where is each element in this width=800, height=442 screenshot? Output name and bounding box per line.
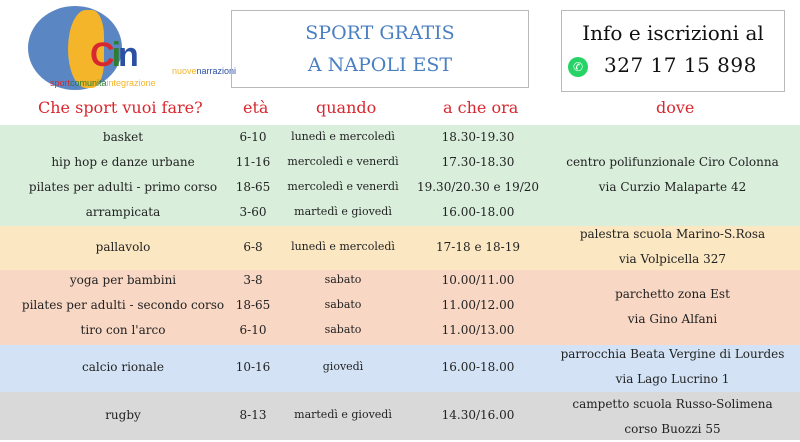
info-title: Info e iscrizioni al [582, 21, 764, 45]
cell-ora: 19.30/20.30 e 19/20 [416, 180, 540, 194]
cell-quando: mercoledì e venerdì [287, 180, 399, 193]
place-line: centro polifunzionale Ciro Colonna [566, 155, 779, 169]
logo-tag-nuove: nuove [172, 66, 197, 76]
place-line: corso Buozzi 55 [624, 422, 721, 436]
cell-sport: calcio rionale [82, 360, 164, 374]
cell-eta: 6-10 [239, 130, 267, 144]
logo-sub-integrazione: integrazione [106, 78, 156, 88]
cell-eta: 6-8 [243, 240, 263, 254]
cell-sport: arrampicata [85, 205, 161, 219]
cell-sport: pilates per adulti - primo corso [28, 180, 218, 194]
place-line: via Lago Lucrino 1 [615, 372, 730, 386]
cell-dove [545, 222, 800, 272]
logo-letters [90, 36, 136, 75]
cell-sport: basket [102, 130, 144, 144]
cell-eta: 3-8 [243, 273, 263, 287]
cell-eta: 8-13 [239, 408, 267, 422]
cell-eta: 6-10 [239, 323, 267, 337]
cell-quando: sabato [324, 273, 362, 286]
logo-sub-comunita: comunità [70, 78, 107, 88]
cell-ora: 16.00-18.00 [441, 205, 515, 219]
phone-number[interactable]: 327 17 15 898 [604, 53, 757, 77]
header-ora: a che ora [443, 98, 519, 117]
cell-ora: 18.30-19.30 [441, 130, 515, 144]
cell-dove [545, 342, 800, 392]
logo-letter-c: C [90, 36, 112, 74]
cell-quando: lunedì e mercoledì [291, 240, 395, 253]
cell-dove [545, 282, 800, 332]
place-line: campetto scuola Russo-Solimena [572, 397, 773, 411]
cell-ora: 17-18 e 18-19 [436, 240, 520, 254]
cell-quando: martedì e giovedì [294, 408, 392, 421]
cell-eta: 11-16 [235, 155, 271, 169]
logo-tag-narrazioni: narrazioni [196, 66, 237, 76]
cell-dove [545, 150, 800, 200]
cell-eta: 3-60 [239, 205, 267, 219]
cell-ora: 11.00/13.00 [441, 323, 515, 337]
cell-quando: lunedì e mercoledì [291, 130, 395, 143]
info-box [561, 10, 785, 92]
header-sport: Che sport vuoi fare? [38, 98, 203, 117]
title-box [231, 10, 529, 88]
logo-subtitle [50, 78, 156, 88]
cell-sport: hip hop e danze urbane [51, 155, 195, 169]
cell-dove [545, 392, 800, 442]
cell-ora: 11.00/12.00 [441, 298, 515, 312]
place-line: via Volpicella 327 [618, 252, 727, 266]
cell-ora: 16.00-18.00 [441, 360, 515, 374]
title-line-2: A NAPOLI EST [307, 54, 453, 76]
cell-ora: 10.00/11.00 [441, 273, 515, 287]
header-quando: quando [316, 98, 377, 117]
logo-tagline [172, 66, 236, 76]
place-line: parrocchia Beata Vergine di Lourdes [560, 347, 785, 361]
logo-letter-i: i [111, 36, 119, 74]
place-line: parchetto zona Est [615, 287, 730, 301]
whatsapp-icon: ✆ [568, 57, 588, 77]
cell-sport: pallavolo [95, 240, 151, 254]
title-line-1: SPORT GRATIS [305, 22, 455, 44]
cell-sport: pilates per adulti - secondo corso [21, 298, 225, 312]
cell-quando: giovedì [322, 360, 364, 373]
logo-letter-n: n [118, 36, 136, 74]
logo-sub-sport: sport [50, 78, 71, 88]
cell-sport: tiro con l'arco [80, 323, 166, 337]
cell-ora: 17.30-18.30 [441, 155, 515, 169]
header-eta: età [243, 98, 269, 117]
cell-eta: 18-65 [235, 298, 271, 312]
logo [28, 6, 237, 90]
place-line: via Curzio Malaparte 42 [598, 180, 747, 194]
cell-eta: 10-16 [235, 360, 271, 374]
cell-sport: rugby [105, 408, 141, 422]
cell-quando: mercoledì e venerdì [287, 155, 399, 168]
place-line: palestra scuola Marino-S.Rosa [579, 227, 766, 241]
place-line: via Gino Alfani [627, 312, 718, 326]
cell-quando: sabato [324, 323, 362, 336]
cell-eta: 18-65 [235, 180, 271, 194]
cell-sport: yoga per bambini [69, 273, 177, 287]
cell-quando: martedì e giovedì [294, 205, 392, 218]
cell-ora: 14.30/16.00 [441, 408, 515, 422]
header-dove: dove [656, 98, 695, 117]
cell-quando: sabato [324, 298, 362, 311]
